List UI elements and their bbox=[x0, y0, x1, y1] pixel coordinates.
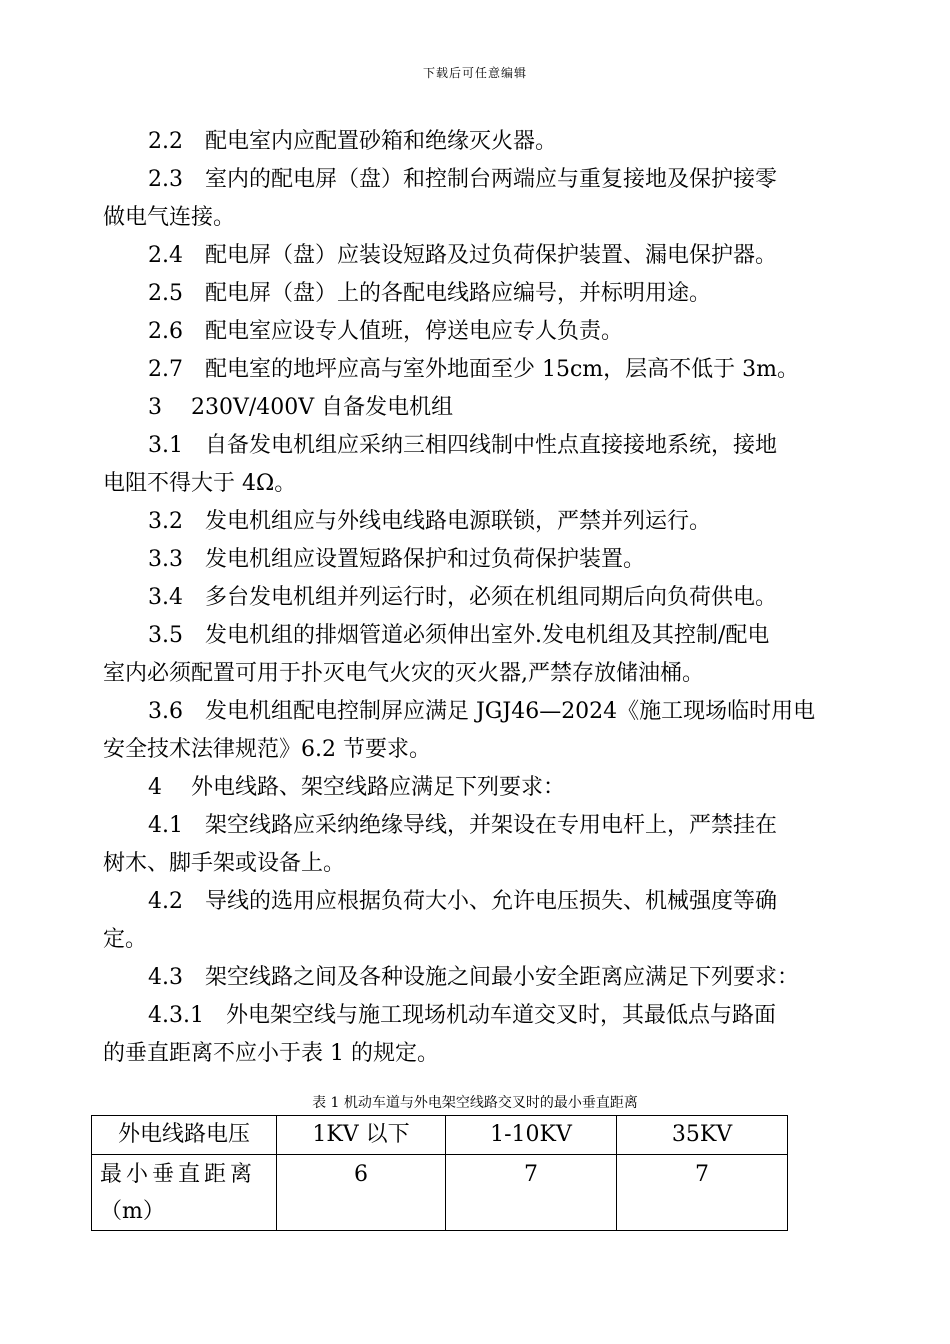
paragraph-line: 4 外电线路、架空线路应满足下列要求： bbox=[148, 775, 565, 800]
header-cell-1kv: 1KV 以下 bbox=[277, 1116, 446, 1155]
paragraph-line: 3 230V/400V 自备发电机组 bbox=[148, 395, 454, 420]
paragraph-line: 2.6 配电室应设专人值班，停送电应专人负责。 bbox=[148, 319, 623, 344]
paragraph-line: 定。 bbox=[103, 927, 148, 952]
paragraph-line: 做电气连接。 bbox=[103, 205, 236, 230]
paragraph-line: 3.2 发电机组应与外线电线路电源联锁，严禁并列运行。 bbox=[148, 509, 711, 534]
paragraph-line: 4.3 架空线路之间及各种设施之间最小安全距离应满足下列要求： bbox=[148, 965, 799, 990]
paragraph-line: 电阻不得大于 4Ω。 bbox=[103, 471, 297, 496]
value-cell-1kv: 6 bbox=[277, 1155, 446, 1231]
paragraph-line: 室内必须配置可用于扑灭电气火灾的灭火器,严禁存放储油桶。 bbox=[103, 661, 704, 686]
table-caption: 表 1 机动车道与外电架空线路交叉时的最小垂直距离 bbox=[312, 1095, 638, 1111]
header-cell-35kv: 35KV bbox=[617, 1116, 788, 1155]
header-cell-voltage: 外电线路电压 bbox=[92, 1116, 277, 1155]
paragraph-line: 2.2 配电室内应配置砂箱和绝缘灭火器。 bbox=[148, 129, 557, 154]
paragraph-line: 3.1 自备发电机组应采纳三相四线制中性点直接接地系统，接地 bbox=[148, 433, 777, 458]
paragraph-line: 3.6 发电机组配电控制屏应满足 JGJ46—2024《施工现场临时用电 bbox=[148, 699, 816, 724]
document-body bbox=[103, 123, 851, 1073]
table-header-row bbox=[92, 1116, 788, 1155]
paragraph-line: 4.1 架空线路应采纳绝缘导线，并架设在专用电杆上，严禁挂在 bbox=[148, 813, 777, 838]
paragraph-line: 4.2 导线的选用应根据负荷大小、允许电压损失、机械强度等确 bbox=[148, 889, 777, 914]
row-label-cell bbox=[92, 1155, 277, 1231]
paragraph-line: 的垂直距离不应小于表 1 的规定。 bbox=[103, 1041, 439, 1066]
paragraph-line: 2.5 配电屏（盘）上的各配电线路应编号，并标明用途。 bbox=[148, 281, 711, 306]
clearance-table bbox=[91, 1115, 788, 1231]
paragraph-line: 3.3 发电机组应设置短路保护和过负荷保护装置。 bbox=[148, 547, 645, 572]
paragraph-line: 3.5 发电机组的排烟管道必须伸出室外.发电机组及其控制/配电 bbox=[148, 623, 770, 648]
table-row bbox=[92, 1155, 788, 1231]
value-cell-35kv: 7 bbox=[617, 1155, 788, 1231]
paragraph-line: 2.3 室内的配电屏（盘）和控制台两端应与重复接地及保护接零 bbox=[148, 167, 777, 192]
row-label-line-1: 最小垂直距离 bbox=[100, 1162, 257, 1187]
paragraph-line: 3.4 多台发电机组并列运行时，必须在机组同期后向负荷供电。 bbox=[148, 585, 777, 610]
paragraph-line: 2.7 配电室的地坪应高与室外地面至少 15cm，层高不低于 3m。 bbox=[148, 357, 800, 382]
paragraph-line: 安全技术法律规范》6.2 节要求。 bbox=[103, 737, 431, 762]
page-header: 下载后可任意编辑 bbox=[422, 66, 527, 80]
value-cell-10kv: 7 bbox=[446, 1155, 617, 1231]
paragraph-line: 2.4 配电屏（盘）应装设短路及过负荷保护装置、漏电保护器。 bbox=[148, 243, 777, 268]
header-cell-10kv: 1-10KV bbox=[446, 1116, 617, 1155]
paragraph-line: 4.3.1 外电架空线与施工现场机动车道交叉时，其最低点与路面 bbox=[148, 1003, 776, 1028]
paragraph-line: 树木、脚手架或设备上。 bbox=[103, 851, 346, 876]
row-label-line-2: （m） bbox=[100, 1199, 165, 1224]
